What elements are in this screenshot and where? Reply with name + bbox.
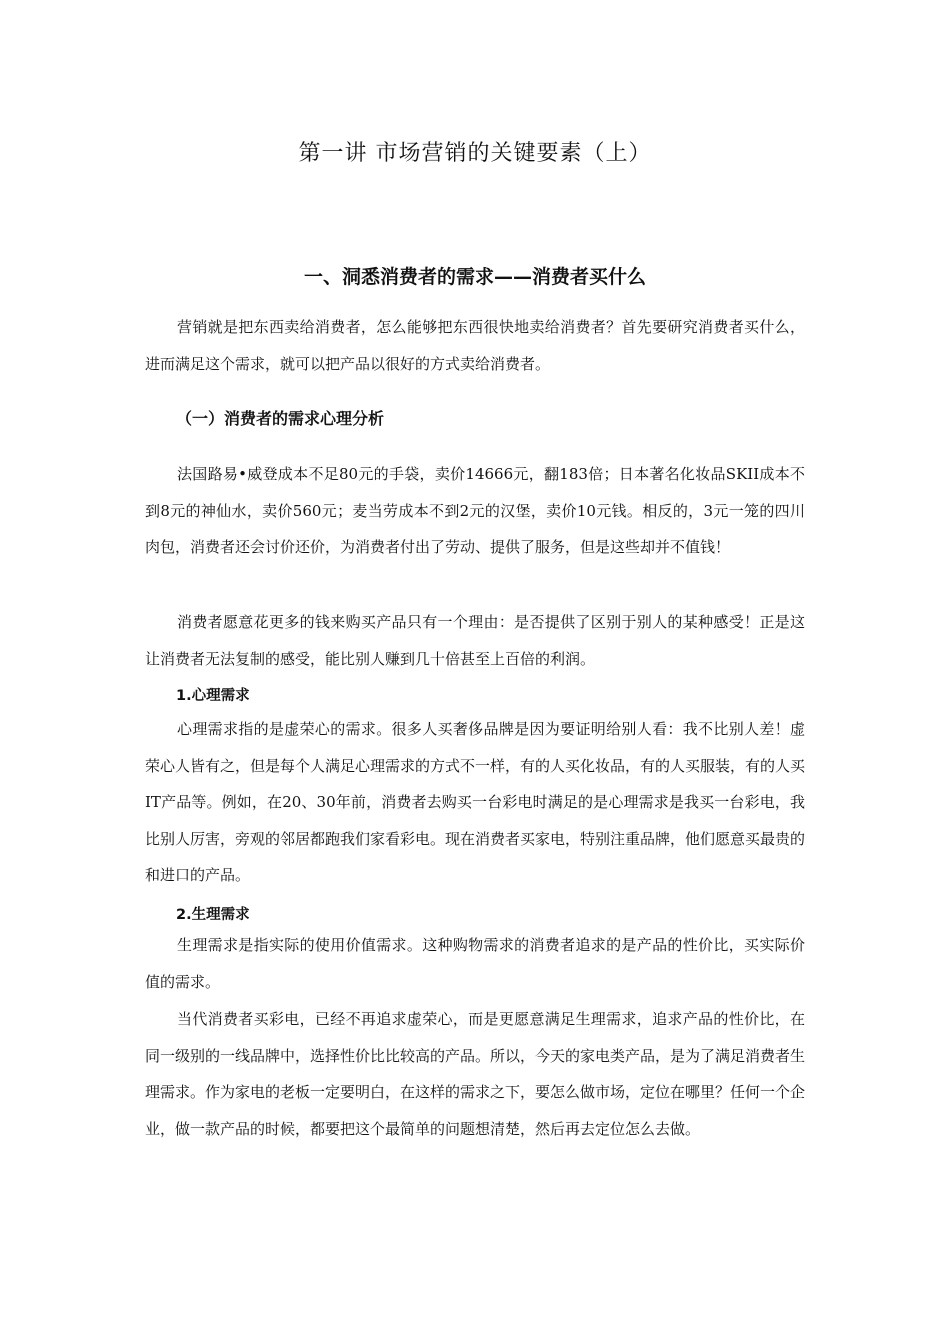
point-2-paragraph-1: 生理需求是指实际的使用价值需求。这种购物需求的消费者追求的是产品的性价比，买实际价值的需求。 (145, 936, 805, 991)
point-1-paragraph: 心理需求指的是虚荣心的需求。很多人买奢侈品牌是因为要证明给别人看：我不比别人差！虚荣心人皆有之，但是每个人满足心理需求的方式不一样，有的人买化妆品，有的人买服装，有的人买IT产品等。例如，在20、30年前，消费者去购买一台彩电时满足的是心理需求是我买一台彩电，我比别人厉害，旁观的邻居都跑我们家看彩电。现在消费者买家电，特别注重品牌，他们愿意买最贵的和进口的产品。 (145, 720, 806, 884)
point-2-paragraph-2: 当代消费者买彩电，已经不再追求虚荣心，而是更愿意满足生理需求，追求产品的性价比，在同一级别的一线品牌中，选择性价比比较高的产品。所以，今天的家电类产品，是为了满足消费者生理需求。作为家电的老板一定要明白，在这样的需求之下，要怎么做市场，定位在哪里？任何一个企业，做一款产品的时候，都要把这个最简单的问题想清楚，然后再去定位怎么去做。 (145, 1010, 806, 1138)
point-1-heading: 1.心理需求 (176, 688, 250, 704)
paragraph-price-examples: 法国路易•威登成本不足80元的手袋，卖价14666元，翻183倍；日本著名化妆品SKII成本不到8元的神仙水，卖价560元；麦当劳成本不到2元的汉堡，卖价10元钱。相反的，3元一笼的四川肉包，消费者还会讨价还价，为消费者付出了劳动、提供了服务，但是这些却并不值钱！ (145, 465, 805, 556)
document-title: 第一讲 市场营销的关键要素（上） (298, 141, 652, 166)
paragraph-unique-feeling: 消费者愿意花更多的钱来购买产品只有一个理由：是否提供了区别于别人的某种感受！正是这让消费者无法复制的感受，能比别人赚到几十倍甚至上百倍的利润。 (145, 613, 805, 668)
intro-paragraph: 营销就是把东西卖给消费者，怎么能够把东西很快地卖给消费者？首先要研究消费者买什么，进而满足这个需求，就可以把产品以很好的方式卖给消费者。 (145, 318, 805, 373)
point-2-heading: 2.生理需求 (176, 907, 250, 923)
subsection-heading: （一）消费者的需求心理分析 (176, 409, 385, 428)
section-heading: 一、洞悉消费者的需求——消费者买什么 (303, 266, 646, 288)
